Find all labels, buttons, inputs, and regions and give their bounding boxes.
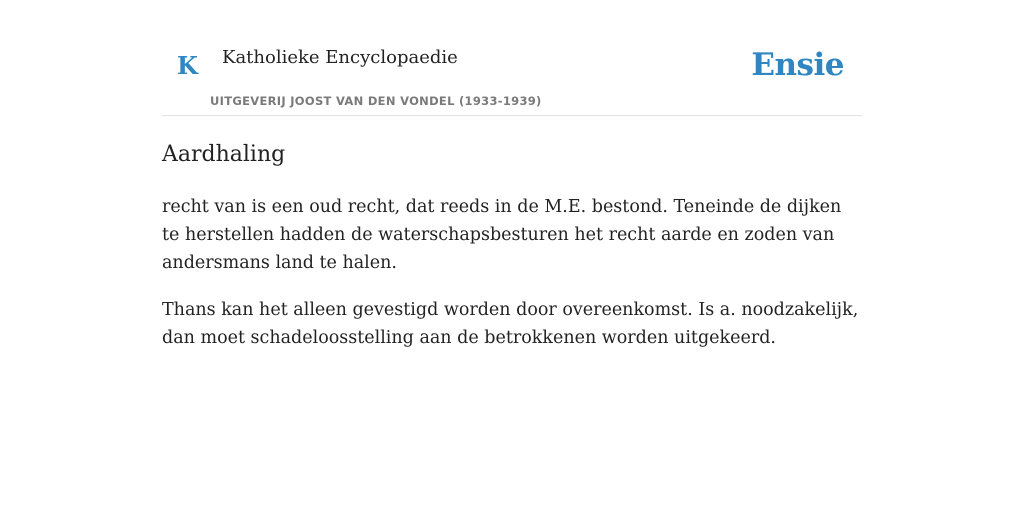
- page: [162, 0, 862, 352]
- publisher-subtitle: UITGEVERIJ JOOST VAN DEN VONDEL (1933-1939): [210, 94, 542, 108]
- k-logo[interactable]: K: [177, 51, 198, 80]
- article: [162, 141, 862, 352]
- site-header: [162, 44, 862, 116]
- ensie-logo[interactable]: Ensie: [751, 47, 844, 83]
- site-title[interactable]: Katholieke Encyclopaedie: [222, 47, 458, 68]
- article-title: Aardhaling: [162, 142, 286, 167]
- article-paragraph: recht van is een oud recht, dat reeds in de M.E. bestond. Teneinde de dijken te herstellen hadden de waterschapsbesturen het recht aarde en zoden van andersmans land te halen.: [162, 197, 842, 273]
- article-paragraph: Thans kan het alleen gevestigd worden door overeenkomst. Is a. noodzakelijk, dan moet schadeloosstelling aan de betrokkenen worden uitgekeerd.: [162, 300, 859, 348]
